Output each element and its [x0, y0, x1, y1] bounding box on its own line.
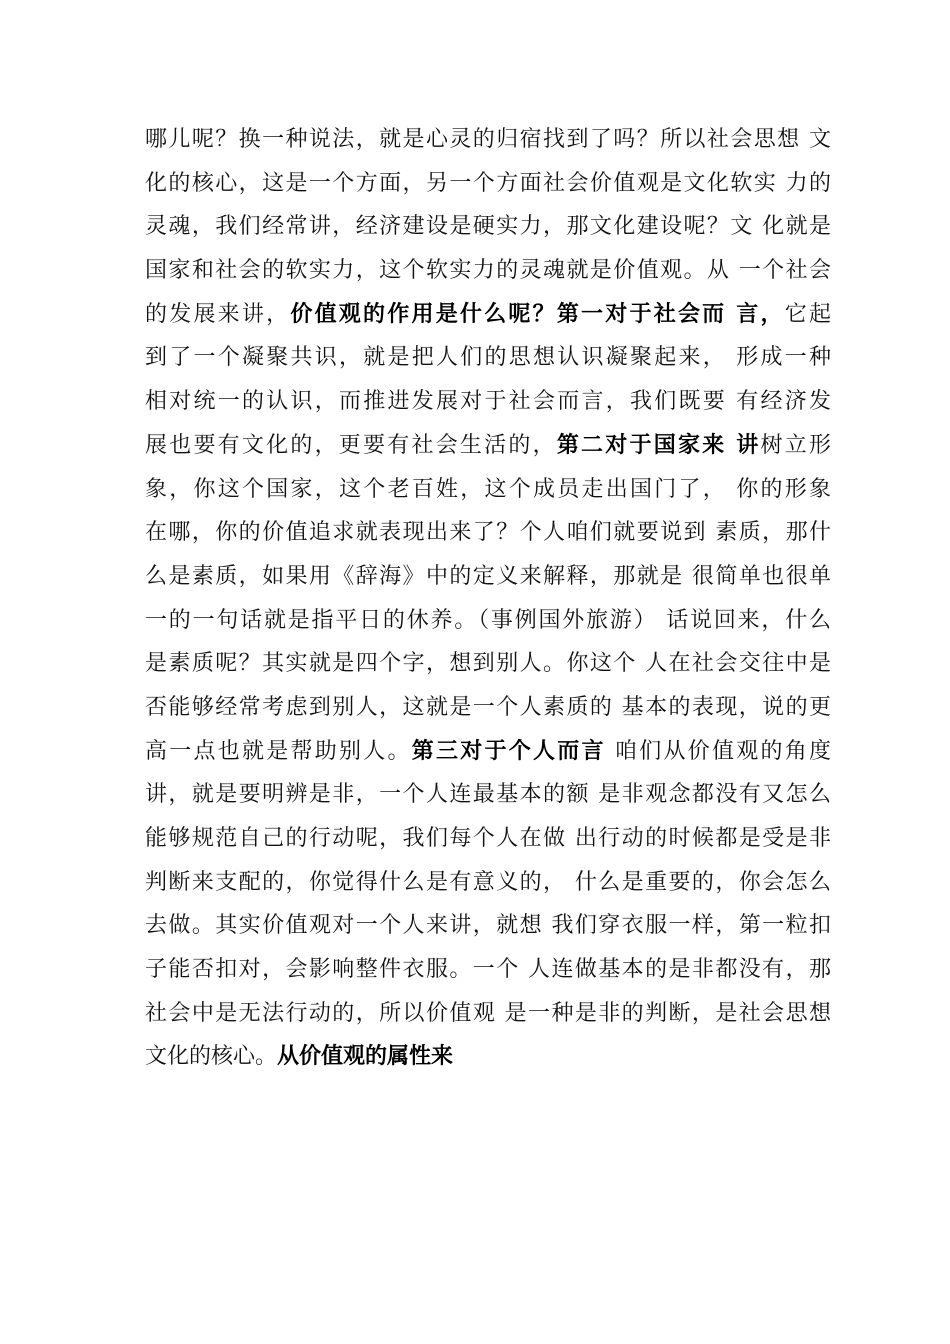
- text-line: [145, 472, 831, 516]
- text-line: [145, 1039, 831, 1083]
- bold-text-segment: 价值观的作用是什么呢？第一对于社会而 言，: [290, 301, 785, 327]
- text-segment: 去做。其实价值观对一个人来讲，就想 我们穿衣服一样，第一粒扣: [145, 913, 831, 939]
- text-line: [145, 646, 831, 690]
- text-line: [145, 690, 831, 734]
- text-segment: 象，你这个国家，这个老百姓，这个成员走出国门了， 你的形象: [145, 476, 831, 502]
- text-segment: 到了一个凝聚共识，就是把人们的思想认识凝聚起来， 形成一种: [145, 345, 831, 371]
- text-line: [145, 209, 831, 253]
- text-segment: 文化的核心。: [145, 1044, 278, 1070]
- text-line: [145, 996, 831, 1040]
- text-line: [145, 559, 831, 603]
- text-segment: 否能够经常考虑到别人，这就是一个人素质的 基本的表现，说的更: [145, 694, 831, 720]
- text-line: [145, 297, 831, 341]
- text-segment: 灵魂，我们经常讲，经济建设是硬实力，那文化建设呢？文 化就是: [145, 214, 831, 240]
- text-segment: 的发展来讲，: [145, 301, 291, 327]
- text-line: [145, 603, 831, 647]
- text-line: [145, 166, 831, 210]
- text-segment: 判断来支配的，你觉得什么是有意义的， 什么是重要的，你会怎么: [145, 869, 831, 895]
- text-line: [145, 122, 831, 166]
- text-line: [145, 515, 831, 559]
- text-line: [145, 340, 831, 384]
- text-line: [145, 734, 831, 778]
- text-line: [145, 821, 831, 865]
- text-line: [145, 865, 831, 909]
- text-segment: 高一点也就是帮助别人。: [145, 738, 412, 764]
- text-segment: 展也要有文化的，更要有社会生活的，: [145, 432, 557, 458]
- document-body: [145, 122, 831, 1083]
- text-segment: 咱们从价值观的角度: [605, 738, 831, 764]
- text-segment: 在哪，你的价值追求就表现出来了？个人咱们就要说到 素质，那什: [145, 520, 831, 546]
- text-segment: 相对统一的认识，而推进发展对于社会而言，我们既要 有经济发: [145, 389, 831, 415]
- text-segment: 是素质呢？其实就是四个字，想到别人。你这个 人在社会交往中是: [145, 651, 831, 677]
- text-segment: 社会中是无法行动的，所以价值观 是一种是非的判断，是社会思想: [145, 1000, 831, 1026]
- text-segment: 哪儿呢？换一种说法，就是心灵的归宿找到了吗？所以社会思想 文: [145, 127, 831, 152]
- bold-text-segment: 第二对于国家来 讲: [556, 432, 761, 458]
- text-segment: 化的核心，这是一个方面，另一个方面社会价值观是文化软实 力的: [145, 170, 831, 196]
- text-segment: 它起: [784, 301, 831, 327]
- text-segment: 国家和社会的软实力，这个软实力的灵魂就是价值观。从 一个社会: [145, 258, 831, 284]
- text-line: [145, 777, 831, 821]
- text-segment: 树立形: [760, 432, 831, 458]
- text-segment: 能够规范自己的行动呢，我们每个人在做 出行动的时候都是受是非: [145, 826, 831, 851]
- text-line: [145, 908, 831, 952]
- text-segment: 子能否扣对，会影响整件衣服。一个 人连做基本的是非都没有，那: [145, 957, 831, 983]
- text-segment: 一的一句话就是指平日的休养。（事例国外旅游） 话说回来，什么: [145, 607, 831, 633]
- text-line: [145, 253, 831, 297]
- bold-text-segment: 从价值观的属性来: [277, 1044, 454, 1070]
- text-line: [145, 428, 831, 472]
- text-segment: 讲，就是要明辨是非，一个人连最基本的额 是非观念都没有又怎么: [145, 782, 831, 808]
- text-line: [145, 952, 831, 996]
- bold-text-segment: 第三对于个人而言: [411, 738, 606, 764]
- text-line: [145, 384, 831, 428]
- text-segment: 么是素质，如果用《辞海》中的定义来解释，那就是 很简单也很单: [145, 563, 831, 589]
